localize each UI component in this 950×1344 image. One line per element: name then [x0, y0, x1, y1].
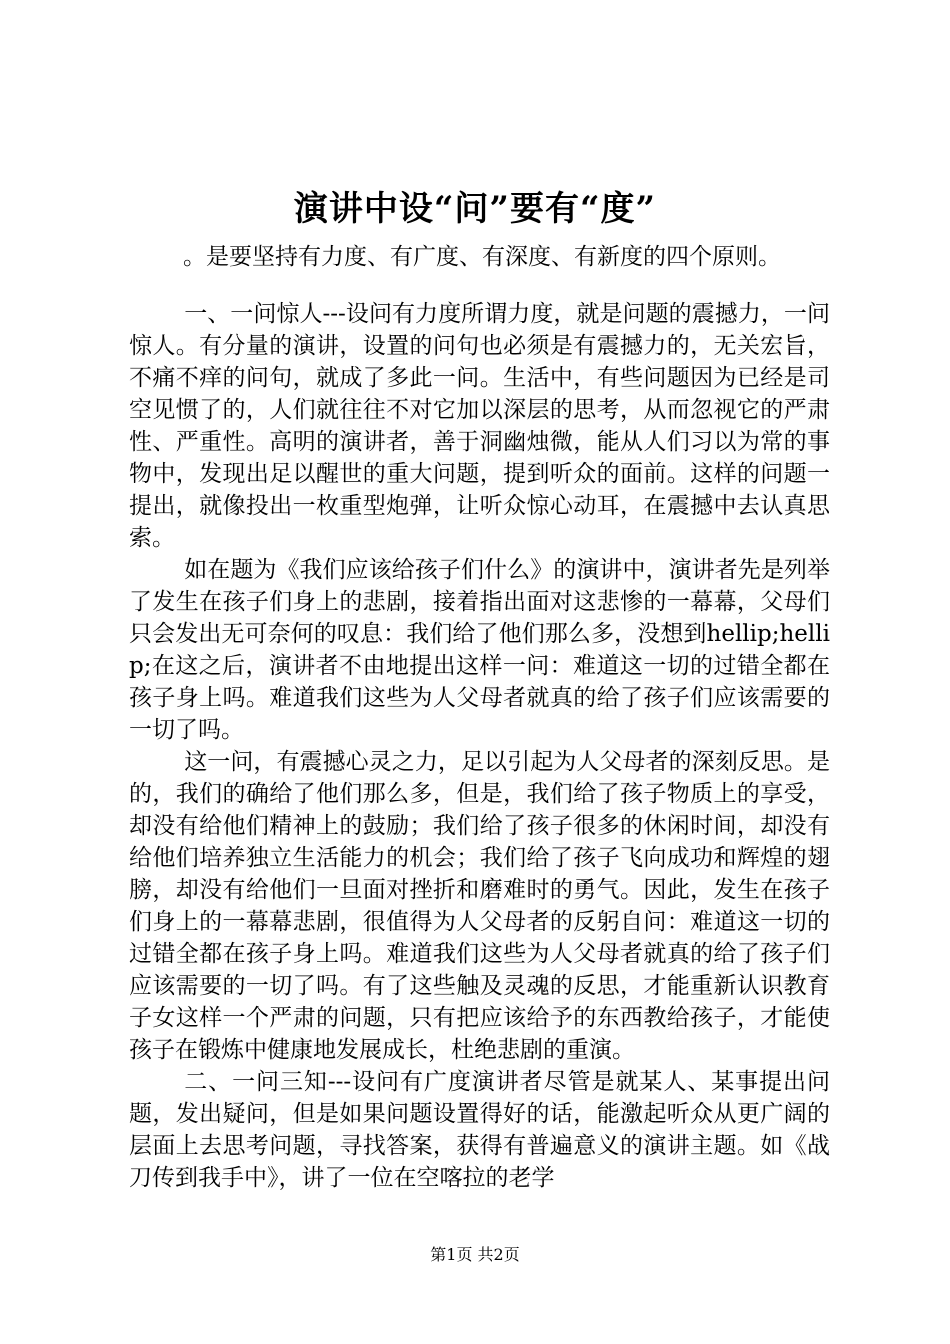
paragraph: 这一问，有震撼心灵之力，足以引起为人父母者的深刻反思。是的，我们的确给了他们那么多，但是，我们给了孩子物质上的享受，却没有给他们精神上的鼓励；我们给了孩子很多的休闲时间，却没有给他们培养独立生活能力的机会；我们给了孩子飞向成功和辉煌的翅膀，却没有给他们一旦面对挫折和磨难时的勇气。因此，发生在孩子们身上的一幕幕悲剧，很值得为人父母者的反躬自问：难道这一切的过错全都在孩子身上吗。难道我们这些为人父母者就真的给了孩子们应该需要的一切了吗。有了这些触及灵魂的反思，才能重新认识教育子女这样一个严肃的问题，只有把应该给予的东西教给孩子，才能使孩子在锻炼中健康地发展成长，杜绝悲剧的重演。	[129, 749, 830, 1063]
paragraph: 二、一问三知---设问有广度演讲者尽管是就某人、某事提出问题，发出疑问，但是如果问题设置得好的话，能激起听众从更广阔的层面上去思考问题，寻找答案，获得有普遍意义的演讲主题。如《战刀传到我手中》，讲了一位在空喀拉的老学	[129, 1069, 830, 1191]
document-subtitle: 。是要坚持有力度、有广度、有深度、有新度的四个原则。	[183, 244, 781, 270]
page-footer: 第1页 共2页	[430, 1245, 520, 1264]
document-body	[129, 298, 830, 1194]
paragraph: 如在题为《我们应该给孩子们什么》的演讲中，演讲者先是列举了发生在孩子们身上的悲剧，接着指出面对这悲惨的一幕幕，父母们只会发出无可奈何的叹息：我们给了他们那么多，没想到hellip;hellip;在这之后，演讲者不由地提出这样一问：难道这一切的过错全都在孩子身上吗。难道我们这些为人父母者就真的给了孩子们应该需要的一切了吗。	[129, 557, 830, 743]
paragraph: 一、一问惊人---设问有力度所谓力度，就是问题的震撼力，一问惊人。有分量的演讲，设置的问句也必须是有震撼力的，无关宏旨，不痛不痒的问句，就成了多此一问。生活中，有些问题因为已经是司空见惯了的，人们就往往不对它加以深层的思考，从而忽视它的严肃性、严重性。高明的演讲者，善于洞幽烛微，能从人们习以为常的事物中，发现出足以醒世的重大问题，提到听众的面前。这样的问题一提出，就像投出一枚重型炮弹，让听众惊心动耳，在震撼中去认真思索。	[129, 301, 830, 551]
document-title: 演讲中设“问”要有“度”	[293, 189, 657, 229]
